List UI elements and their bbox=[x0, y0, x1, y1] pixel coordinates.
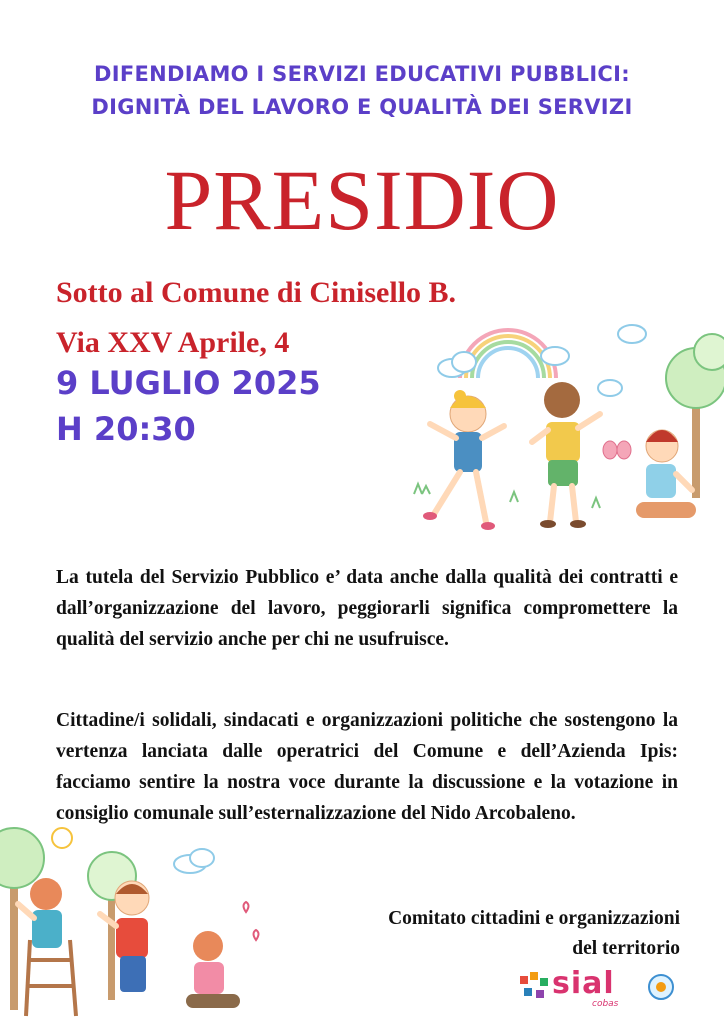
child-girl-icon bbox=[423, 390, 504, 530]
children-painting-illustration-top bbox=[400, 318, 724, 540]
location-line-1: Sotto al Comune di Cinisello B. bbox=[56, 276, 457, 309]
headline-line-2: DIGNITÀ DEL LAVORO E QUALITÀ DEI SERVIZI bbox=[91, 95, 633, 119]
body-paragraph-2: Cittadine/i solidali, sindacati e organizzazioni politiche che sostengono la vertenza lanciata dalle operatrici del Comune e dell’Azienda Ipis: facciamo sentire la nostra voce durante la discussione e la votazione in consiglio comunale sull’esternalizzazione del Nido Arcobaleno. bbox=[56, 710, 678, 824]
butterfly-icon bbox=[603, 441, 631, 459]
signature-line-2: del territorio bbox=[572, 938, 680, 959]
child-sitting-icon bbox=[636, 430, 696, 518]
tree-icon bbox=[0, 828, 136, 1010]
signature-line-1: Comitato cittadini e organizzazioni bbox=[388, 908, 680, 929]
globe-icon bbox=[646, 972, 676, 1002]
ladder-icon bbox=[26, 940, 76, 1016]
headline-line-1: DIFENDIAMO I SERVIZI EDUCATIVI PUBBLICI: bbox=[94, 62, 630, 86]
child-sitting-icon bbox=[186, 931, 240, 1008]
sun-icon bbox=[52, 828, 72, 848]
children-painting-illustration-bottom bbox=[0, 810, 270, 1024]
sial-cobas-logo-icon bbox=[518, 970, 550, 1002]
body-paragraph-1: La tutela del Servizio Pubblico e’ data anche dalla qualità dei contratti e dall’organizzazione del lavoro, peggiorarli significa compromettere la qualità del servizio anche per chi ne usufruisce. bbox=[56, 567, 678, 650]
page-title: PRESIDIO bbox=[164, 152, 560, 248]
logo-subtext: cobas bbox=[592, 999, 619, 1009]
heart-icon bbox=[244, 902, 259, 940]
location-line-2: Via XXV Aprile, 4 bbox=[56, 326, 290, 359]
child-boy-icon bbox=[532, 382, 600, 528]
sial-cobas-logo bbox=[518, 966, 678, 1010]
cloud-icon bbox=[438, 325, 646, 396]
cloud-icon bbox=[174, 849, 214, 873]
child-ladder-icon bbox=[18, 878, 62, 948]
event-time: H 20:30 bbox=[56, 410, 196, 448]
event-date: 9 LUGLIO 2025 bbox=[56, 364, 321, 402]
logo-text: sial bbox=[552, 966, 615, 1001]
